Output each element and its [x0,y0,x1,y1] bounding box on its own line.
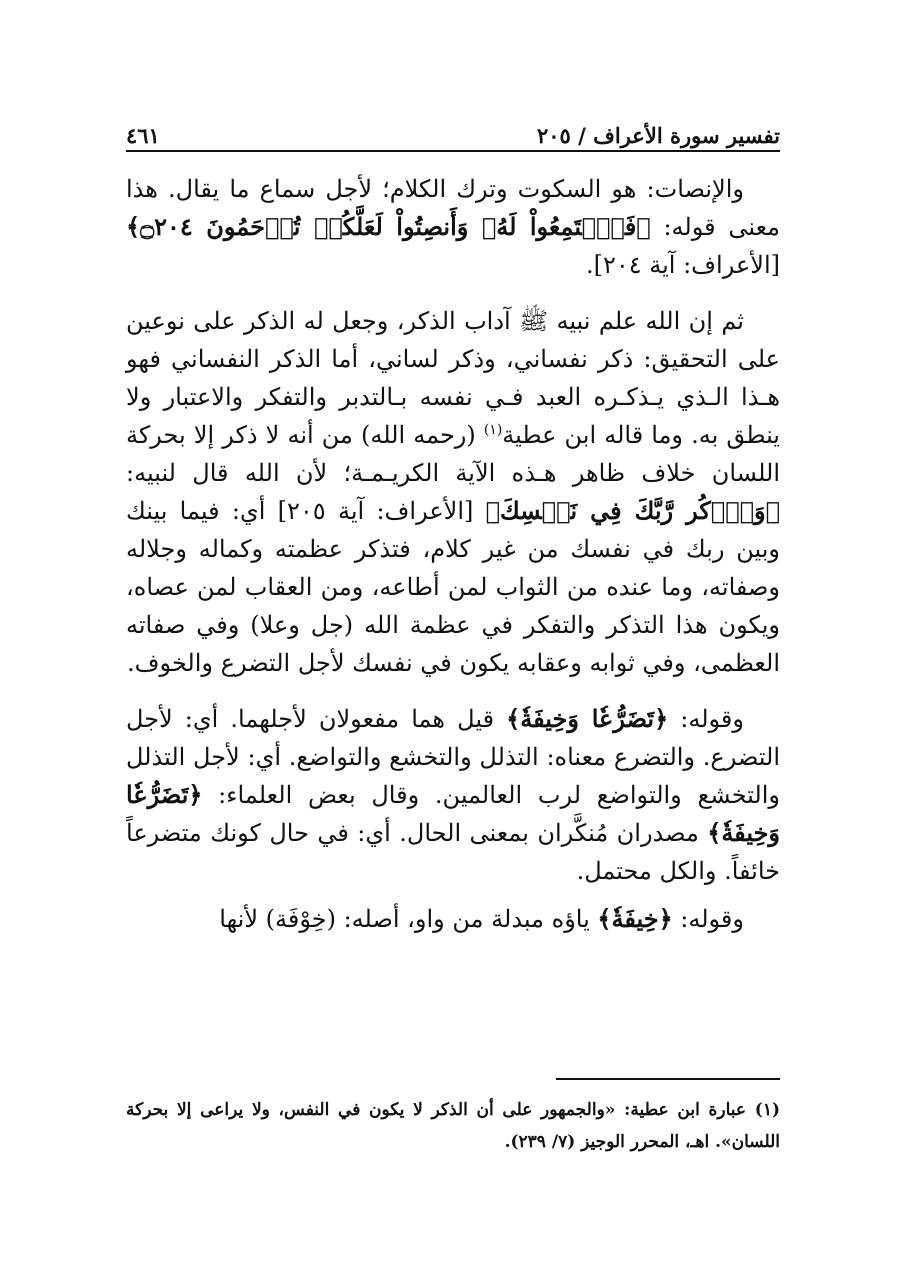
quran-verse: ﴿تَضَرُّعٗا وَخِيفَةٗ﴾ [126,780,780,847]
quran-verse: ﴿تَضَرُّعٗا وَخِيفَةٗ﴾ [506,704,669,733]
quran-verse: ﴿خِيفَةٗ﴾ [597,904,673,933]
text-run: وقوله: [672,905,744,933]
paragraph [126,302,780,682]
paragraph [126,700,780,890]
text-run: مصدران مُنكَّران بمعنى الحال. أي: في حال كونك متضرعاً خائفاً. والكل محتمل. [126,819,780,885]
text-run: [الأعراف: آية ٢٠٤]. [585,251,780,279]
text-run: والإنصات: هو السكوت وترك الكلام؛ لأجل سماع ما يقال. هذا معنى قوله: [126,175,781,241]
text-run: قيل هما مفعولان لأجلهما. أي: لأجل التضرع. والتضرع معناه: التذلل والتخشع والتواضع. أي: لأجل التذلل والتخشع والتواضع لرب العالمين. وقال بعض العلماء: [126,705,780,809]
quran-verse: ﴿وَٱذۡكُر رَّبَّكَ فِي نَفۡسِكَ﴾ [485,496,780,525]
text-run: ثم إن الله علم نبيه ﷺ آداب الذكر، وجعل له الذكر على نوعين على التحقيق: ذكر نفساني، وذكر لساني، أما الذكر النفساني فهو هـذا الـذي يـذكـره العبد فـي نفسه بـالتدبر والتفكر والاعتبار ولا ينطق به. وما قاله ابن عطية [126,307,780,449]
footnote: (١) عبارة ابن عطية: «والجمهور على أن الذكر لا يكون في النفس، ولا يراعى إلا بحركة اللسان». اهـ، المحرر الوجيز (٧/ ٢٣٩). [126,1100,780,1152]
paragraph [126,900,780,938]
text-run: وقوله: [668,705,744,733]
running-header [126,114,780,148]
header-title: تفسير سورة الأعراف / ٢٠٥ [536,123,780,148]
text-run: ياؤه مبدلة من واو، أصله: (خِوْفَة) لأنها [219,905,598,933]
footnote-divider [556,1078,780,1080]
text-run: [الأعراف: آية ٢٠٥] أي: فيما بينك وبين ربك في نفسك من غير كلام، فتذكر عظمته وكماله وجلاله وصفاته، وما عنده من الثواب لمن أطاعه، ومن العقاب لمن عصاه، ويكون هذا التذكر والتفكر في عظمة الله (جل وعلا) وفي صفاته العظمى، وفي ثوابه وعقابه يكون في نفسك لأجل التضرع والخوف. [126,497,780,677]
quran-verse: ﴿فَٱسۡتَمِعُواْ لَهُۥ وَأَنصِتُواْ لَعَلَّكُمۡ تُرۡحَمُونَ ۝٢٠٤﴾ [126,212,651,241]
main-text [126,170,780,938]
page-number: ٤٦١ [126,123,160,148]
text-run: (رحمه الله) من أنه لا ذكر إلا بحركة اللسان خلاف ظاهر هـذه الآية الكريـمـة؛ لأن الله قال لنبيه: [126,421,780,487]
header-divider [126,150,780,152]
footnote-marker: (١) [483,422,503,438]
paragraph [126,170,780,284]
